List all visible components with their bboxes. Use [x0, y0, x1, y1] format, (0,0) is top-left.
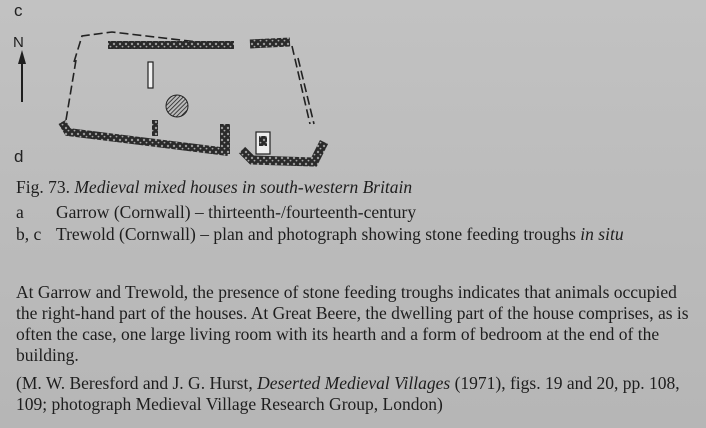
- body-paragraph: At Garrow and Trewold, the presence of stone feeding troughs indicates that animals occupied the right-hand part of the houses. At Great Beere, the dwelling part of the house comprises, as is often the case, one large living room with its hearth and a form of bedroom at the end of the building.: [16, 282, 689, 365]
- citation-pre: (M. W. Beresford and J. G. Hurst,: [16, 373, 258, 393]
- right-house-outline: [242, 42, 324, 162]
- figure-number: Fig. 73.: [16, 177, 70, 197]
- house-plan-drawing: [52, 24, 342, 174]
- caption-text: Garrow (Cornwall) – thirteenth-/fourteenth-century: [56, 202, 417, 222]
- left-house-outline: [62, 32, 234, 154]
- caption-key: b, c: [16, 224, 42, 244]
- caption-text-main: Trewold (Cornwall) – plan and photograph showing stone feeding troughs: [56, 224, 581, 244]
- caption-text: [56, 224, 696, 245]
- north-label: N: [13, 34, 24, 51]
- north-arrow-icon: [10, 34, 34, 104]
- citation-title: Deserted Medieval Villages: [257, 373, 451, 393]
- caption-key: a: [16, 202, 24, 222]
- figure-label-d: d: [14, 147, 24, 166]
- figure-label-c: c: [14, 1, 23, 20]
- figure-title: Medieval mixed houses in south-western Britain: [74, 177, 413, 197]
- citation-paragraph: [16, 373, 696, 415]
- caption-text-italic: in situ: [580, 224, 624, 244]
- citation-post: (1971), figs. 19 and 20, pp. 108, 109; photograph Medieval Village Research Group, London): [16, 373, 680, 414]
- figure-caption: [16, 177, 696, 198]
